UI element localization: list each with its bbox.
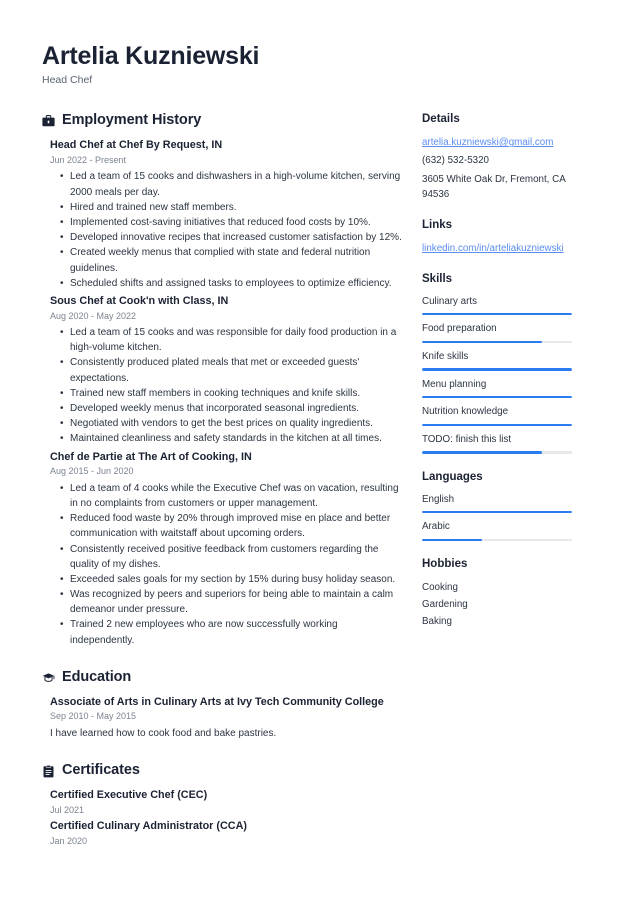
employment-entry [42,450,402,648]
skill-level-fill [422,424,572,427]
sidebar-details [422,113,586,201]
bullet-item: • Reduced food waste by 20% through improved mise en place and better communication with waitstaff about upcoming orders. [69,511,402,541]
language-item [422,520,586,541]
certificate-title: Certified Culinary Administrator (CCA) [50,820,247,833]
linkedin-link[interactable]: linkedin.com/in/arteliakuzniewski [422,242,564,254]
section-header-employment [42,113,402,129]
sidebar-hobbies-heading: Hobbies [422,558,468,571]
skill-level-track [422,341,572,344]
bullet-item: • Hired and trained new staff members. [69,200,402,215]
bullet-item: • Led a team of 15 cooks and dishwashers in a high-volume kitchen, serving 2000 meals per day. [69,169,402,199]
certificate-date: Jan 2020 [50,835,88,846]
skill-level-fill [422,451,542,454]
section-title-education: Education [62,668,132,685]
language-level-track [422,539,572,542]
education-description: I have learned how to cook food and bake pastries. [50,727,277,739]
skill-level-track [422,368,572,371]
skill-label: Food preparation [422,323,497,335]
candidate-name: Artelia Kuzniewski [42,42,260,70]
employment-bullets [50,325,402,447]
bullet-item: • Developed innovative recipes that increased customer satisfaction by 12%. [69,230,402,245]
bullet-item: • Implemented cost-saving initiatives that reduced food costs by 10%. [69,215,402,230]
section-header-education [42,670,402,686]
skill-level-fill [422,368,572,371]
skill-label: Culinary arts [422,295,477,307]
language-level-track [422,511,572,514]
sidebar-details-heading: Details [422,113,460,126]
bullet-item: • Was recognized by peers and superiors for being able to maintain a calm demeanor under pressure. [69,587,402,617]
employment-date: Aug 2020 - May 2022 [50,310,137,321]
sidebar-skills-heading: Skills [422,272,453,285]
sidebar-skills [422,273,586,454]
employment-title: Chef de Partie at The Art of Cooking, IN [50,450,252,463]
skill-item [422,378,586,399]
address-text: 3605 White Oak Dr, Fremont, CA 94536 [422,173,566,200]
email-link[interactable]: artelia.kuzniewski@gmail.com [422,137,554,149]
skill-level-track [422,424,572,427]
hobby-item: Gardening [422,598,468,610]
sidebar-links [422,219,586,256]
employment-title: Head Chef at Chef By Request, IN [50,139,223,152]
language-level-fill [422,511,572,514]
section-employment-history [42,113,402,647]
section-header-certificates [42,763,402,779]
language-label: Arabic [422,521,450,533]
bullet-item: • Consistently produced plated meals that met or exceeded guests' expectations. [69,355,402,385]
main-column [42,113,414,864]
resume-header [42,42,600,87]
skill-label: Knife skills [422,351,469,363]
employment-entry [42,138,402,291]
certificate-title: Certified Executive Chef (CEC) [50,789,208,802]
skill-item [422,405,586,426]
sidebar-links-heading: Links [422,218,453,231]
section-education [42,670,402,741]
skill-item [422,322,586,343]
briefcase-icon [42,114,55,128]
employment-bullets [50,481,402,648]
certificate-entry [42,788,402,817]
employment-date: Aug 2015 - Jun 2020 [50,466,134,477]
skill-item [422,295,586,316]
sidebar-hobbies [422,558,586,630]
sidebar-column [414,113,586,647]
section-certificates [42,763,402,848]
skill-item [422,350,586,371]
language-item [422,493,586,514]
language-label: English [422,493,455,505]
section-title-certificates: Certificates [62,762,140,779]
bullet-item: • Negotiated with vendors to get the best prices on quality ingredients. [69,416,402,431]
skill-label: Nutrition knowledge [422,406,509,418]
education-title: Associate of Arts in Culinary Arts at Ivy Tech Community College [50,695,384,708]
employment-entry [42,294,402,447]
skill-level-track [422,451,572,454]
bullet-item: • Trained 2 new employees who are now successfully working independently. [69,617,402,647]
employment-title: Sous Chef at Cook'n with Class, IN [50,294,229,307]
skill-level-fill [422,396,572,399]
skill-item [422,433,586,454]
education-entry [42,695,402,741]
bullet-item: • Exceeded sales goals for my section by 15% during busy holiday season. [69,572,402,587]
skill-level-track [422,396,572,399]
bullet-item: • Trained new staff members in cooking techniques and knife skills. [69,386,402,401]
resume-columns [42,113,600,864]
certificate-icon [42,764,55,778]
language-level-fill [422,539,482,542]
candidate-job-title: Head Chef [42,73,93,86]
bullet-item: • Created weekly menus that complied with state and federal nutrition guidelines. [69,245,402,275]
skill-level-fill [422,313,572,316]
section-title-employment: Employment History [62,112,202,129]
skill-level-fill [422,341,542,344]
employment-bullets [50,169,402,291]
bullet-item: • Consistently received positive feedback from customers regarding the quality of my dishes. [69,542,402,572]
skill-label: Menu planning [422,378,487,390]
certificate-entry [42,819,402,848]
certificate-date: Jul 2021 [50,804,85,815]
sidebar-languages [422,471,586,541]
skill-label: TODO: finish this list [422,434,512,446]
bullet-item: • Scheduled shifts and assigned tasks to employees to optimize efficiency. [69,276,402,291]
graduation-cap-icon [42,671,55,685]
employment-date: Jun 2022 - Present [50,154,127,165]
bullet-item: • Led a team of 15 cooks and was responsible for daily food production in a high-volume kitchen. [69,325,402,355]
education-date: Sep 2010 - May 2015 [50,711,137,722]
phone-text: (632) 532-5320 [422,155,489,167]
skill-level-track [422,313,572,316]
bullet-item: • Led a team of 4 cooks while the Executive Chef was on vacation, resulting in no complaints from customers or upper management. [69,481,402,511]
bullet-item: • Developed weekly menus that incorporated seasonal ingredients. [69,401,402,416]
sidebar-languages-heading: Languages [422,470,483,483]
bullet-item: • Maintained cleanliness and safety standards in the kitchen at all times. [69,431,402,446]
hobby-item: Baking [422,615,452,627]
hobby-item: Cooking [422,581,458,593]
